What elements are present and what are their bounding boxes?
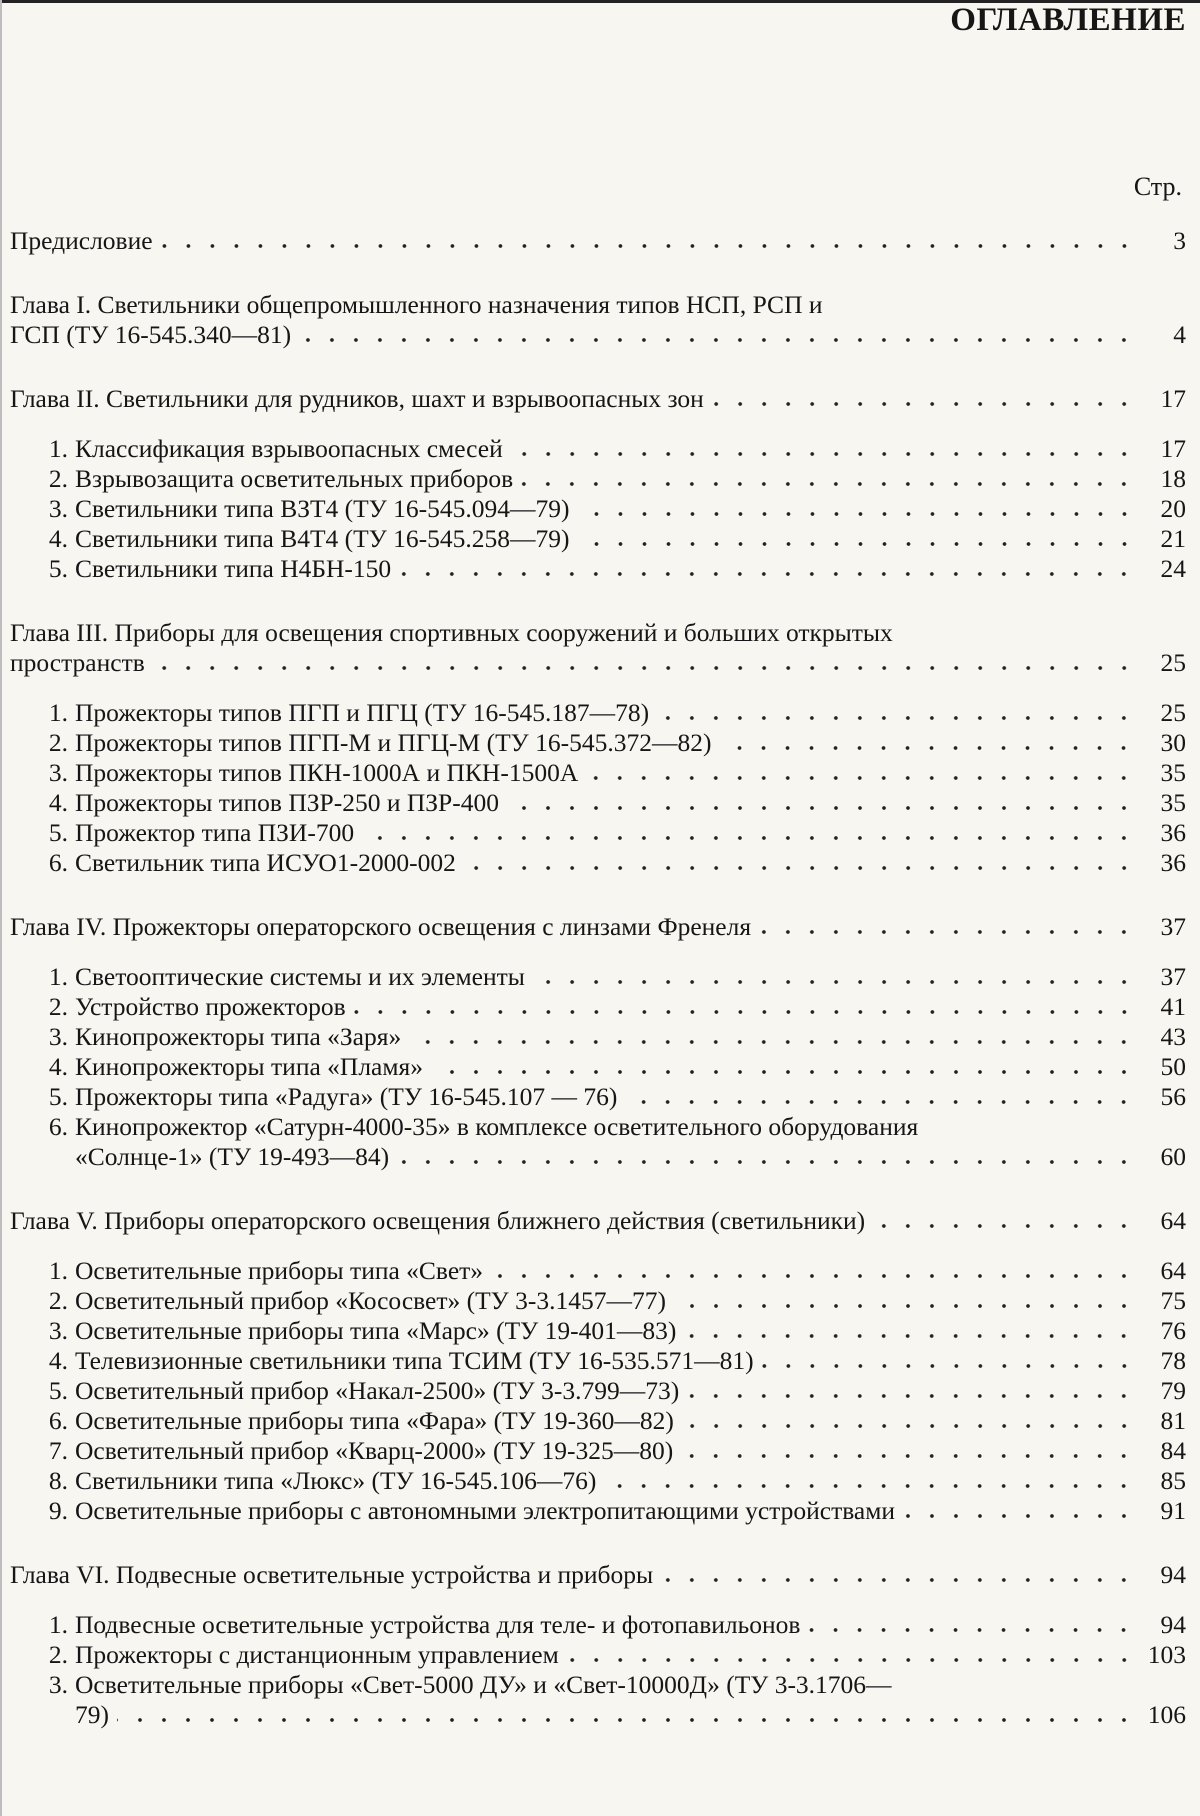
- dot-leader: [431, 1069, 1136, 1075]
- chapter-heading-line: [10, 618, 1186, 648]
- section-title: Взрывозащита осветительных приборов: [75, 464, 513, 494]
- section-number: 2.: [36, 1286, 68, 1316]
- chapter-page-number: 64: [1142, 1206, 1186, 1236]
- section-entry: [10, 1316, 1186, 1346]
- dot-leader: [873, 1223, 1136, 1229]
- section-page-number: 17: [1142, 434, 1186, 464]
- dot-leader: [661, 1577, 1136, 1583]
- section-entry: [10, 1052, 1186, 1082]
- section-title: Прожекторы типов ПКН-1000А и ПКН-1500А: [75, 758, 578, 788]
- chapter-heading: [10, 320, 1186, 350]
- dot-leader: [687, 1393, 1136, 1399]
- section-page-number: 60: [1142, 1142, 1186, 1172]
- page-column-label: Стр.: [1134, 172, 1182, 202]
- section-entry: [10, 992, 1186, 1022]
- section-title: Прожекторы типов ПГП и ПГЦ (ТУ 16-545.187—78): [75, 698, 649, 728]
- section-page-number: 84: [1142, 1436, 1186, 1466]
- chapter-block: [10, 384, 1186, 584]
- section-number: 5.: [36, 818, 68, 848]
- table-of-contents: [10, 226, 1186, 1730]
- section-title: Прожекторы с дистанционным управлением: [75, 1640, 559, 1670]
- section-number: 6.: [36, 1406, 68, 1436]
- section-entry: [10, 1640, 1186, 1670]
- section-title-line2: 79): [75, 1700, 109, 1730]
- section-entry: [10, 1406, 1186, 1436]
- section-number: 3.: [36, 494, 68, 524]
- section-title: Осветительный прибор «Накал-2500» (ТУ 3-3.799—73): [75, 1376, 679, 1406]
- dot-leader: [903, 1513, 1136, 1519]
- dot-leader: [464, 865, 1136, 871]
- section-page-number: 43: [1142, 1022, 1186, 1052]
- dot-leader: [299, 337, 1136, 343]
- section-page-number: 35: [1142, 758, 1186, 788]
- dot-leader: [521, 481, 1136, 487]
- page-title: ОГЛАВЛЕНИЕ: [950, 2, 1186, 39]
- section-page-number: 106: [1142, 1700, 1186, 1730]
- chapter-title-line1: Глава I. Светильники общепромышленного назначения типов НСП, РСП и: [10, 290, 823, 320]
- section-title-line2: «Солнце-1» (ТУ 19-493—84): [75, 1142, 389, 1172]
- section-page-number: 85: [1142, 1466, 1186, 1496]
- section-title: Светильник типа ИСУО1-2000-002: [75, 848, 456, 878]
- chapter-block: [10, 618, 1186, 878]
- section-number: 3.: [36, 1670, 68, 1700]
- section-page-number: 20: [1142, 494, 1186, 524]
- section-page-number: 56: [1142, 1082, 1186, 1112]
- section-page-number: 94: [1142, 1610, 1186, 1640]
- dot-leader: [511, 451, 1136, 457]
- dot-leader: [362, 835, 1136, 841]
- chapter-block: [10, 1560, 1186, 1730]
- chapter-heading: [10, 912, 1186, 942]
- section-entry: [10, 494, 1186, 524]
- section-title-line1: Кинопрожектор «Сатурн-4000-35» в комплексе осветительного оборудования: [75, 1112, 918, 1142]
- section-title: Классификация взрывоопасных смесей: [75, 434, 503, 464]
- dot-leader: [354, 1009, 1136, 1015]
- dot-leader: [491, 1273, 1136, 1279]
- section-entry: [10, 554, 1186, 584]
- section-number: 2.: [36, 992, 68, 1022]
- section-title: Прожекторы типов ПГП-М и ПГЦ-М (ТУ 16-545.372—82): [75, 728, 711, 758]
- page-edge: [0, 0, 2, 1816]
- section-title-line1: Осветительные приборы «Свет-5000 ДУ» и «Свет-10000Д» (ТУ 3-3.1706—: [75, 1670, 892, 1700]
- chapter-block: [10, 226, 1186, 256]
- section-page-number: 36: [1142, 848, 1186, 878]
- section-entry: [10, 1376, 1186, 1406]
- section-number: 5.: [36, 1082, 68, 1112]
- section-title: Осветительные приборы с автономными электропитающими устройствами: [75, 1496, 895, 1526]
- dot-leader: [808, 1627, 1136, 1633]
- section-entry: [10, 1610, 1186, 1640]
- section-page-number: 91: [1142, 1496, 1186, 1526]
- section-entry: [10, 1082, 1186, 1112]
- section-number: 7.: [36, 1436, 68, 1466]
- section-title: Светильники типа ВЗТ4 (ТУ 16-545.094—79): [75, 494, 570, 524]
- section-page-number: 79: [1142, 1376, 1186, 1406]
- chapter-page-number: 94: [1142, 1560, 1186, 1590]
- chapter-title-line2: ГСП (ТУ 16-545.340—81): [10, 320, 291, 350]
- section-entry: [10, 758, 1186, 788]
- dot-leader: [567, 1657, 1136, 1663]
- chapter-page-number: 37: [1142, 912, 1186, 942]
- section-title: Прожекторы типа «Радуга» (ТУ 16-545.107 — 76): [75, 1082, 617, 1112]
- section-entry: [10, 788, 1186, 818]
- section-entry-line: [10, 1112, 1186, 1142]
- dot-leader: [117, 1717, 1136, 1723]
- section-entry: [10, 962, 1186, 992]
- dot-leader: [533, 979, 1136, 985]
- chapter-page-number: 4: [1142, 320, 1186, 350]
- section-entry: [10, 1142, 1186, 1172]
- dot-leader: [578, 541, 1136, 547]
- section-page-number: 78: [1142, 1346, 1186, 1376]
- section-title: Подвесные осветительные устройства для теле- и фотопавильонов: [75, 1610, 800, 1640]
- section-page-number: 18: [1142, 464, 1186, 494]
- section-entry: [10, 464, 1186, 494]
- section-title: Светильники типа Н4БН-150: [75, 554, 391, 584]
- dot-leader: [684, 1333, 1136, 1339]
- chapter-heading: [10, 1206, 1186, 1236]
- chapter-block: [10, 290, 1186, 350]
- section-entry: [10, 848, 1186, 878]
- section-entry: [10, 1466, 1186, 1496]
- section-number: 4.: [36, 788, 68, 818]
- dot-leader: [161, 243, 1136, 249]
- section-number: 4.: [36, 1346, 68, 1376]
- dot-leader: [604, 1483, 1136, 1489]
- chapter-block: [10, 912, 1186, 1172]
- section-page-number: 36: [1142, 818, 1186, 848]
- chapter-page-number: 3: [1142, 226, 1186, 256]
- chapter-title: Глава V. Приборы операторского освещения ближнего действия (светильники): [10, 1206, 865, 1236]
- section-page-number: 37: [1142, 962, 1186, 992]
- section-number: 3.: [36, 758, 68, 788]
- dot-leader: [759, 929, 1136, 935]
- section-page-number: 81: [1142, 1406, 1186, 1436]
- dot-leader: [674, 1303, 1136, 1309]
- section-page-number: 21: [1142, 524, 1186, 554]
- section-title: Светооптические системы и их элементы: [75, 962, 525, 992]
- section-entry: [10, 728, 1186, 758]
- section-number: 9.: [36, 1496, 68, 1526]
- section-page-number: 76: [1142, 1316, 1186, 1346]
- section-list: [10, 1256, 1186, 1526]
- section-number: 5.: [36, 1376, 68, 1406]
- section-title: Кинопрожекторы типа «Заря»: [75, 1022, 401, 1052]
- section-page-number: 103: [1142, 1640, 1186, 1670]
- section-entry: [10, 1256, 1186, 1286]
- dot-leader: [586, 775, 1136, 781]
- section-entry: [10, 1346, 1186, 1376]
- section-list: [10, 434, 1186, 584]
- chapter-page-number: 25: [1142, 648, 1186, 678]
- dot-leader: [397, 1159, 1136, 1165]
- chapter-title-line1: Глава III. Приборы для освещения спортивных сооружений и больших открытых: [10, 618, 893, 648]
- section-entry: [10, 1436, 1186, 1466]
- section-page-number: 64: [1142, 1256, 1186, 1286]
- dot-leader: [682, 1423, 1136, 1429]
- dot-leader: [578, 511, 1136, 517]
- section-title: Устройство прожекторов: [75, 992, 346, 1022]
- section-number: 1.: [36, 698, 68, 728]
- section-number: 3.: [36, 1316, 68, 1346]
- section-title: Осветительные приборы типа «Свет»: [75, 1256, 483, 1286]
- section-entry: [10, 1286, 1186, 1316]
- chapter-title-line2: пространств: [10, 648, 145, 678]
- section-page-number: 30: [1142, 728, 1186, 758]
- dot-leader: [409, 1039, 1136, 1045]
- dot-leader: [507, 805, 1136, 811]
- section-number: 1.: [36, 1610, 68, 1640]
- section-title: Кинопрожекторы типа «Пламя»: [75, 1052, 423, 1082]
- section-number: 4.: [36, 1052, 68, 1082]
- section-number: 1.: [36, 434, 68, 464]
- section-page-number: 25: [1142, 698, 1186, 728]
- chapter-heading: [10, 648, 1186, 678]
- chapter-heading-line: [10, 290, 1186, 320]
- dot-leader: [719, 745, 1136, 751]
- section-number: 1.: [36, 1256, 68, 1286]
- section-entry: [10, 698, 1186, 728]
- page: [0, 0, 1200, 1816]
- section-number: 8.: [36, 1466, 68, 1496]
- section-entry: [10, 1700, 1186, 1730]
- section-title: Осветительные приборы типа «Марс» (ТУ 19-401—83): [75, 1316, 676, 1346]
- section-number: 6.: [36, 848, 68, 878]
- section-number: 2.: [36, 1640, 68, 1670]
- section-entry: [10, 1022, 1186, 1052]
- dot-leader: [762, 1363, 1136, 1369]
- chapter-heading: [10, 384, 1186, 414]
- section-number: 2.: [36, 728, 68, 758]
- section-list: [10, 698, 1186, 878]
- section-page-number: 75: [1142, 1286, 1186, 1316]
- section-number: 3.: [36, 1022, 68, 1052]
- chapter-title: Глава VI. Подвесные осветительные устройства и приборы: [10, 1560, 653, 1590]
- dot-leader: [681, 1453, 1136, 1459]
- section-number: 6.: [36, 1112, 68, 1142]
- chapter-title: Предисловие: [10, 226, 153, 256]
- section-title: Осветительный прибор «Кварц-2000» (ТУ 19-325—80): [75, 1436, 673, 1466]
- section-page-number: 41: [1142, 992, 1186, 1022]
- chapter-block: [10, 1206, 1186, 1526]
- dot-leader: [657, 715, 1136, 721]
- section-number: 5.: [36, 554, 68, 584]
- section-title: Осветительные приборы типа «Фара» (ТУ 19-360—82): [75, 1406, 674, 1436]
- section-title: Светильники типа «Люкс» (ТУ 16-545.106—76): [75, 1466, 596, 1496]
- chapter-title: Глава II. Светильники для рудников, шахт и взрывоопасных зон: [10, 384, 704, 414]
- chapter-title: Глава IV. Прожекторы операторского освещения с линзами Френеля: [10, 912, 751, 942]
- section-title: Светильники типа В4Т4 (ТУ 16-545.258—79): [75, 524, 570, 554]
- chapter-page-number: 17: [1142, 384, 1186, 414]
- dot-leader: [153, 665, 1136, 671]
- section-page-number: 24: [1142, 554, 1186, 584]
- section-title: Осветительный прибор «Кососвет» (ТУ 3-3.1457—77): [75, 1286, 666, 1316]
- section-title: Прожектор типа ПЗИ-700: [75, 818, 354, 848]
- dot-leader: [625, 1099, 1136, 1105]
- section-number: 4.: [36, 524, 68, 554]
- chapter-heading: [10, 1560, 1186, 1590]
- section-entry: [10, 434, 1186, 464]
- section-list: [10, 962, 1186, 1172]
- section-number: 1.: [36, 962, 68, 992]
- section-entry-line: [10, 1670, 1186, 1700]
- section-title: Телевизионные светильники типа ТСИМ (ТУ 16-535.571—81): [75, 1346, 754, 1376]
- section-list: [10, 1610, 1186, 1730]
- dot-leader: [399, 571, 1136, 577]
- section-number: 2.: [36, 464, 68, 494]
- section-title: Прожекторы типов ПЗР-250 и ПЗР-400: [75, 788, 499, 818]
- section-entry: [10, 818, 1186, 848]
- section-entry: [10, 524, 1186, 554]
- chapter-heading: [10, 226, 1186, 256]
- section-page-number: 50: [1142, 1052, 1186, 1082]
- section-entry: [10, 1496, 1186, 1526]
- section-page-number: 35: [1142, 788, 1186, 818]
- dot-leader: [712, 401, 1136, 407]
